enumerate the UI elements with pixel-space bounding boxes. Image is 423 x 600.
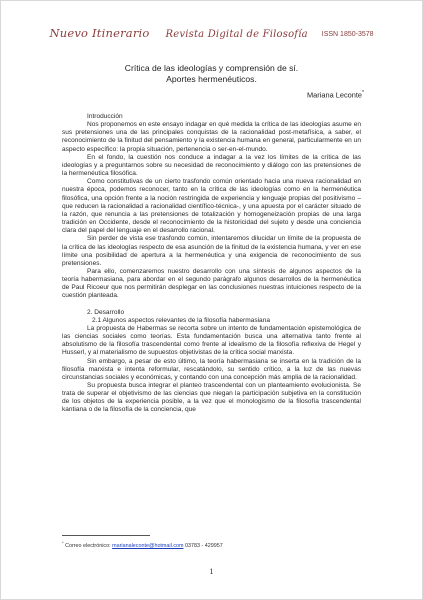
footnote-mark: * (62, 540, 64, 545)
paragraph: Como constitutivas de un cierto trasfondo común orientado hacia una nueva racionalidad en nuestra época, podemos reconocer, tanto en la crítica de las ideologías como en la hermenéutica filosófica, una opción frente a la noción restringida de experiencia y lenguaje propias del positivismo –que reducen la racionalidad a racionalidad científico-técnica-, y una apuesta por el carácter situado de la razón, que renuncia a las pretensiones de totalización y homogeneización propias de una larga tradición en Occidente, desde el reconocimiento de la historicidad del sujeto y desde una conciencia clara del papel del lenguaje en el desarrollo racional. (62, 178, 361, 235)
author-name (307, 90, 364, 99)
title-line-2: Aportes hermenéuticos. (166, 74, 257, 84)
footnote (62, 540, 223, 549)
footnote-label: Correo electrónico: (65, 542, 111, 549)
title-line-1: Crítica de las ideologías y comprensión de sí. (124, 63, 299, 73)
section-heading-desarrollo: 2. Desarrollo (87, 308, 125, 316)
author-footnote-mark: * (362, 90, 364, 96)
footnote-phone: 03783 - 429957 (185, 542, 223, 549)
paragraph: La propuesta de Habermas se recorta sobre un intento de fundamentación epistemológica de las ciencias sociales como teorías. Esta fundamentación busca una alternativa tanto frente al absolutismo de la filosofía trascendental como frente al idealismo de la filosofía reflexiva de Hegel y Husserl, y al materialismo de supuestos objetivistas de la crítica social marxista. (62, 324, 361, 357)
journal-name: Nuevo Itinerario (49, 26, 150, 40)
paragraph: Su propuesta busca integrar el planteo trascendental con un planteamiento evolucionista. Se trata de superar el objetivismo de las ciencias que niegan la participación subjetiva en la constitución de los objetos de la experiencia posible, a la vez que el monologismo de la filosofía trascendental kantiana o de la filosofía de la conciencia, que (62, 382, 361, 414)
paragraph: Sin embargo, a pesar de esto último, la teoría habermasiana se inserta en la tradición de la filosofía marxista e intenta reformular, rescatándolo, su sentido crítico, a la luz de las nuevas circunstancias sociales y económicas, y contando con una concepción más amplia de la racionalidad. (62, 357, 361, 381)
paragraph: Sin perder de vista ese trasfondo común, intentaremos dilucidar un límite de la propuesta de la crítica de las ideologías respecto de esa asunción de la finitud de la existencia humana, y ver en ese límite una posibilidad de apertura a la hermenéutica y una exigencia de reconocimiento de sus pretensiones. (62, 235, 361, 267)
footnote-divider (62, 535, 150, 536)
paragraph: En el fondo, la cuestión nos conduce a indagar a la vez los límites de la crítica de las ideologías y a preguntarnos sobre su necesidad de reconocimiento y diálogo con las pretensiones de la hermenéutica filosófica. (62, 153, 361, 178)
paragraph: Para ello, comenzaremos nuestro desarrollo con una síntesis de algunos aspectos de la teoría habermasiana, para abordar en el segundo parágrafo algunos desarrollos de la hermenéutica de Paul Ricoeur que nos permitirán desplegar en las conclusiones nuestras intuiciones respecto de la cuestión planteada. (62, 267, 361, 300)
journal-issn: ISSN 1850-3578 (321, 31, 374, 38)
paragraph: Nos proponemos en este ensayo indagar en qué medida la crítica de las ideologías asume en sus pretensiones una de las principales conquistas de la racionalidad post-metafísica, a saber, el reconocimiento de la finitud del pensamiento y la existencia humana en general, particularmente en un aspecto específico: la propia situación, pertenencia o ser-en-el-mundo. (62, 121, 361, 153)
author-text: Mariana Leconte (306, 90, 363, 100)
page-number: 1 (209, 567, 214, 576)
article-body (62, 113, 361, 415)
journal-subtitle: Revista Digital de Filosofía (165, 29, 308, 40)
footnote-email-link[interactable]: marianaleconte@hotmail.com (112, 542, 184, 549)
journal-header (1, 24, 422, 48)
subsection-heading-2-1: 2.1 Algunos aspectos relevantes de la filosofía habermasiana (92, 316, 270, 324)
section-heading-introduccion: Introducción (87, 113, 123, 120)
article-title (1, 63, 422, 85)
